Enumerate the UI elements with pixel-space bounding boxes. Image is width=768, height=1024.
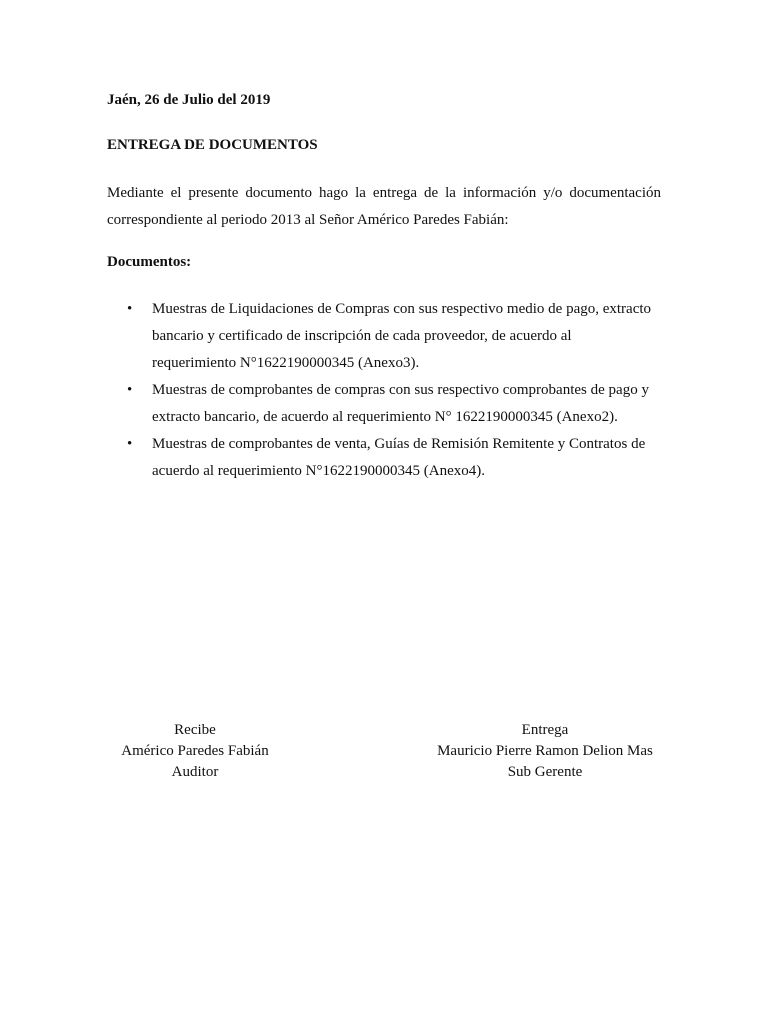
signature-name: Américo Paredes Fabián [121,743,269,759]
signature-name: Mauricio Pierre Ramon Delion Mas [437,743,653,759]
list-item-line: acuerdo al requerimiento N°1622190000345 (Anexo4). [152,463,485,479]
bullet-icon: • [127,301,133,317]
signature-role: Entrega [521,722,569,738]
signature-position: Auditor [171,764,219,780]
list-item-line: Muestras de comprobantes de compras con sus respectivo comprobantes de pago y [152,382,649,398]
bullet-icon: • [127,382,133,398]
documents-label: Documentos: [107,254,192,270]
date-line: Jaén, 26 de Julio del 2019 [107,92,271,108]
list-item-line: Muestras de Liquidaciones de Compras con sus respectivo medio de pago, extracto [152,301,652,317]
document-title: ENTREGA DE DOCUMENTOS [107,137,318,153]
list-item [107,431,677,485]
signature-block-deliverer [414,720,676,783]
intro-line: Mediante el presente documento hago la entrega de la información y/o documentación [107,185,661,201]
list-item-line: extracto bancario, de acuerdo al requerimiento N° 1622190000345 (Anexo2). [152,409,618,425]
intro-line: correspondiente al periodo 2013 al Señor Américo Paredes Fabián: [107,212,509,228]
list-item-line: bancario y certificado de inscripción de cada proveedor, de acuerdo al [152,328,572,344]
intro-paragraph [107,180,661,234]
signature-block-receiver [95,720,295,783]
bullet-icon: • [127,436,133,452]
list-item-line: Muestras de comprobantes de venta, Guías de Remisión Remitente y Contratos de [152,436,646,452]
documents-list [107,296,677,485]
list-item [107,296,677,377]
list-item-line: requerimiento N°1622190000345 (Anexo3). [152,355,420,371]
list-item [107,377,677,431]
signature-role: Recibe [174,722,216,738]
signature-position: Sub Gerente [507,764,583,780]
